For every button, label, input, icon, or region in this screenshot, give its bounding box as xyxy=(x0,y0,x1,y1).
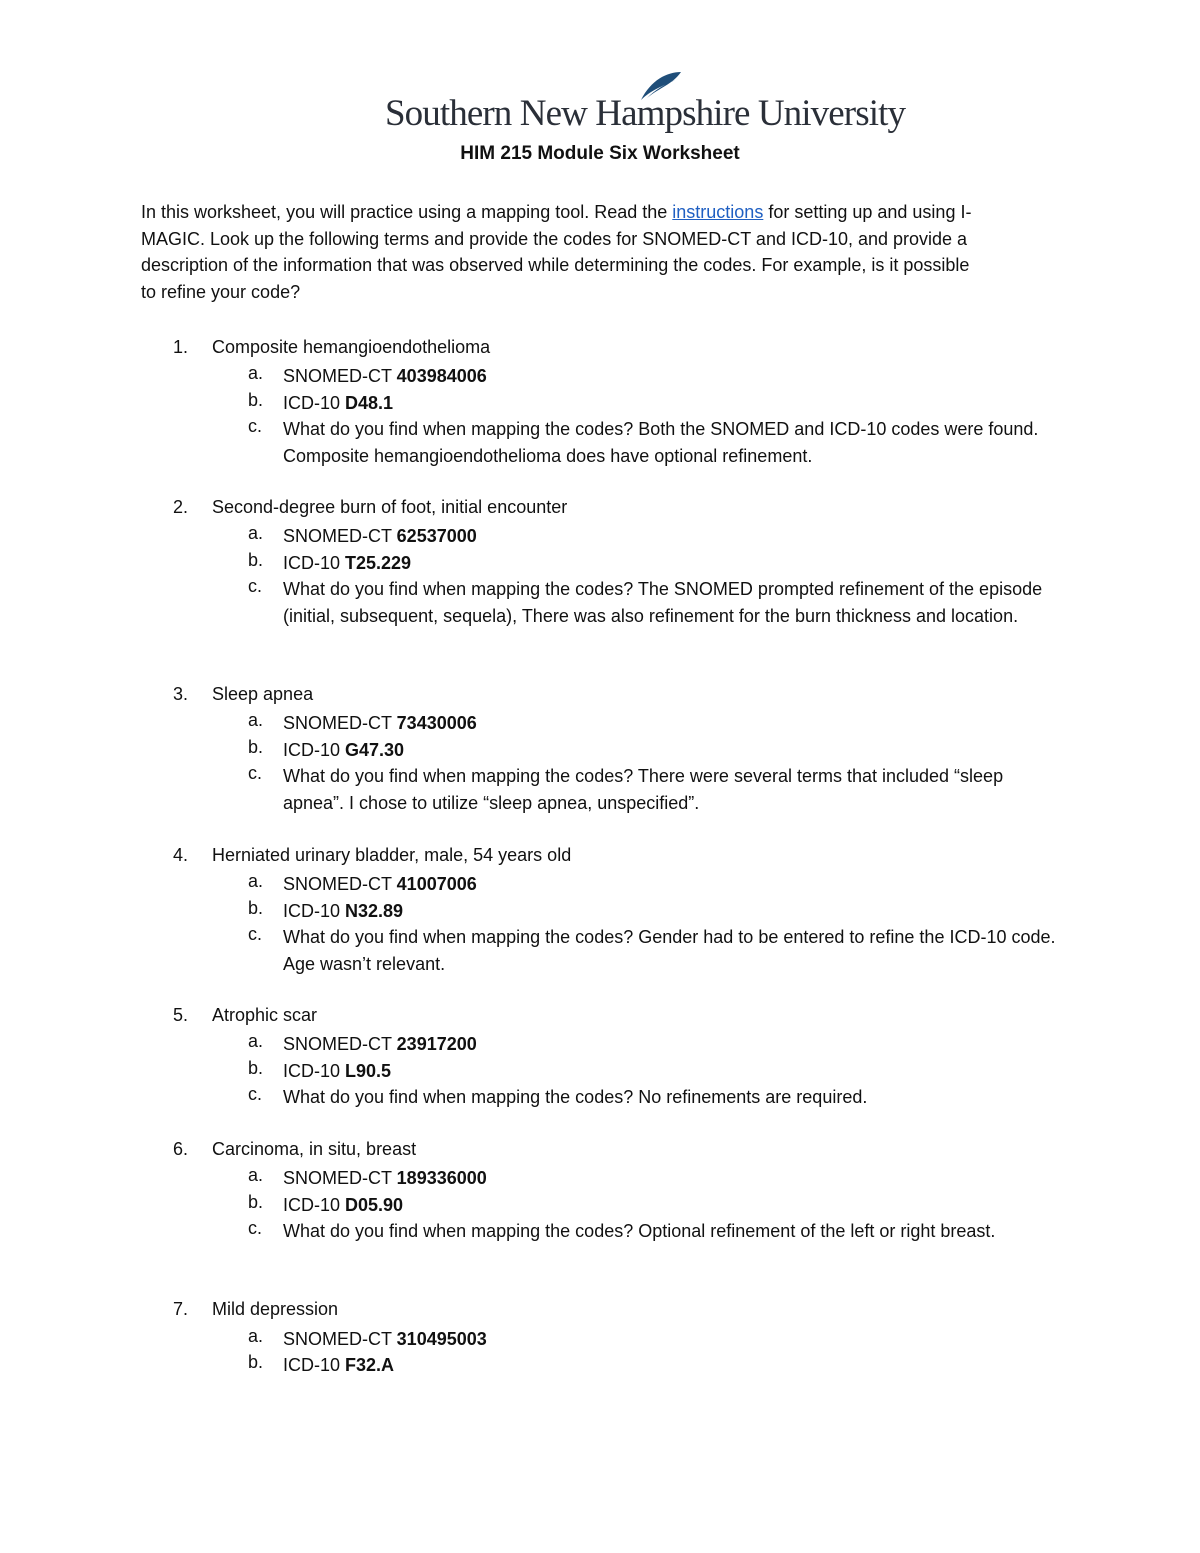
icd-code: N32.89 xyxy=(345,901,404,921)
snomed-code: 41007006 xyxy=(396,874,477,894)
snomed-code: 62537000 xyxy=(396,526,477,546)
intro-line-1: In this worksheet, you will practice using a mapping tool. Read the instructions for setting up and using I- xyxy=(141,202,972,222)
snomed-code: 310495003 xyxy=(396,1329,487,1349)
term-label: Herniated urinary bladder, male, 54 years old xyxy=(212,845,572,865)
snomed-code: 73430006 xyxy=(396,713,477,733)
term-label: Sleep apnea xyxy=(212,684,314,704)
icd-code: T25.229 xyxy=(345,553,412,573)
intro-line-2: MAGIC. Look up the following terms and provide the codes for SNOMED-CT and ICD-10, and provide a xyxy=(141,228,968,249)
university-name: Southern New Hampshire University xyxy=(385,93,906,134)
term-list: 1. Composite hemangioendothelioma a. SNOMED-CT 403984006 b. ICD-10 D48.1 c. What do you find when mapping the codes? Both the SNOMED and ICD-10 codes were found. Composite hemangioendothelioma does have optional refinement. 2. Second-degree burn of foot, initial encounter a. SNOMED-CT 62537000 b. ICD-10 T25.229 c. What do you find when mapping the codes? The SNOMED prompted refinement of the episode (initial, subsequent, sequela), There was also refinement for the burn thickness and location. 3. Sleep apnea a. SNOMED-CT 73430006 b. ICD-10 G47.30 c. What do you find when mapping the codes? There were several terms that included “sleep apnea”. I chose to utilize “sleep apnea, unspecified”. 4. Herniated urinary bladder, male, 54 years old a. SNOMED-CT 41007006 b. ICD-10 N32.89 c. What do you find when mapping the codes? Gender had to be entered to refine the ICD-10 code. Age wasn’t relevant. 5. Atrophic scar a. SNOMED-CT 23917200 b. ICD-10 L90.5 c. What do you find when mapping the codes? No refinements are required. 6. Carcinoma, in situ, breast a. SNOMED-CT 189336000 b. ICD-10 D05.90 c. What do you find when mapping the codes? Optional refinement of the left or right breast. 7. Mild depression a. SNOMED-CT 310495003 b. ICD-10 F32.A xyxy=(173,337,1056,1375)
term-label: Mild depression xyxy=(212,1299,339,1319)
snomed-code: 403984006 xyxy=(396,366,487,386)
term-label: Second-degree burn of foot, initial encounter xyxy=(212,497,568,517)
icd-code: L90.5 xyxy=(345,1061,392,1081)
term-label: Composite hemangioendothelioma xyxy=(212,337,491,357)
intro-line-3: description of the information that was observed while determining the codes. For example, is it possible xyxy=(141,255,970,275)
snomed-code: 23917200 xyxy=(396,1034,477,1054)
icd-code: D48.1 xyxy=(345,393,394,413)
page-title: HIM 215 Module Six Worksheet xyxy=(460,143,740,164)
icd-code: F32.A xyxy=(345,1355,395,1375)
instructions-link[interactable]: instructions xyxy=(672,202,764,222)
snomed-code: 189336000 xyxy=(396,1168,487,1188)
intro-line-4: to refine your code? xyxy=(141,281,301,302)
icd-code: D05.90 xyxy=(345,1195,404,1215)
term-label: Carcinoma, in situ, breast xyxy=(212,1139,417,1159)
term-label: Atrophic scar xyxy=(212,1005,318,1025)
icd-code: G47.30 xyxy=(345,740,405,760)
